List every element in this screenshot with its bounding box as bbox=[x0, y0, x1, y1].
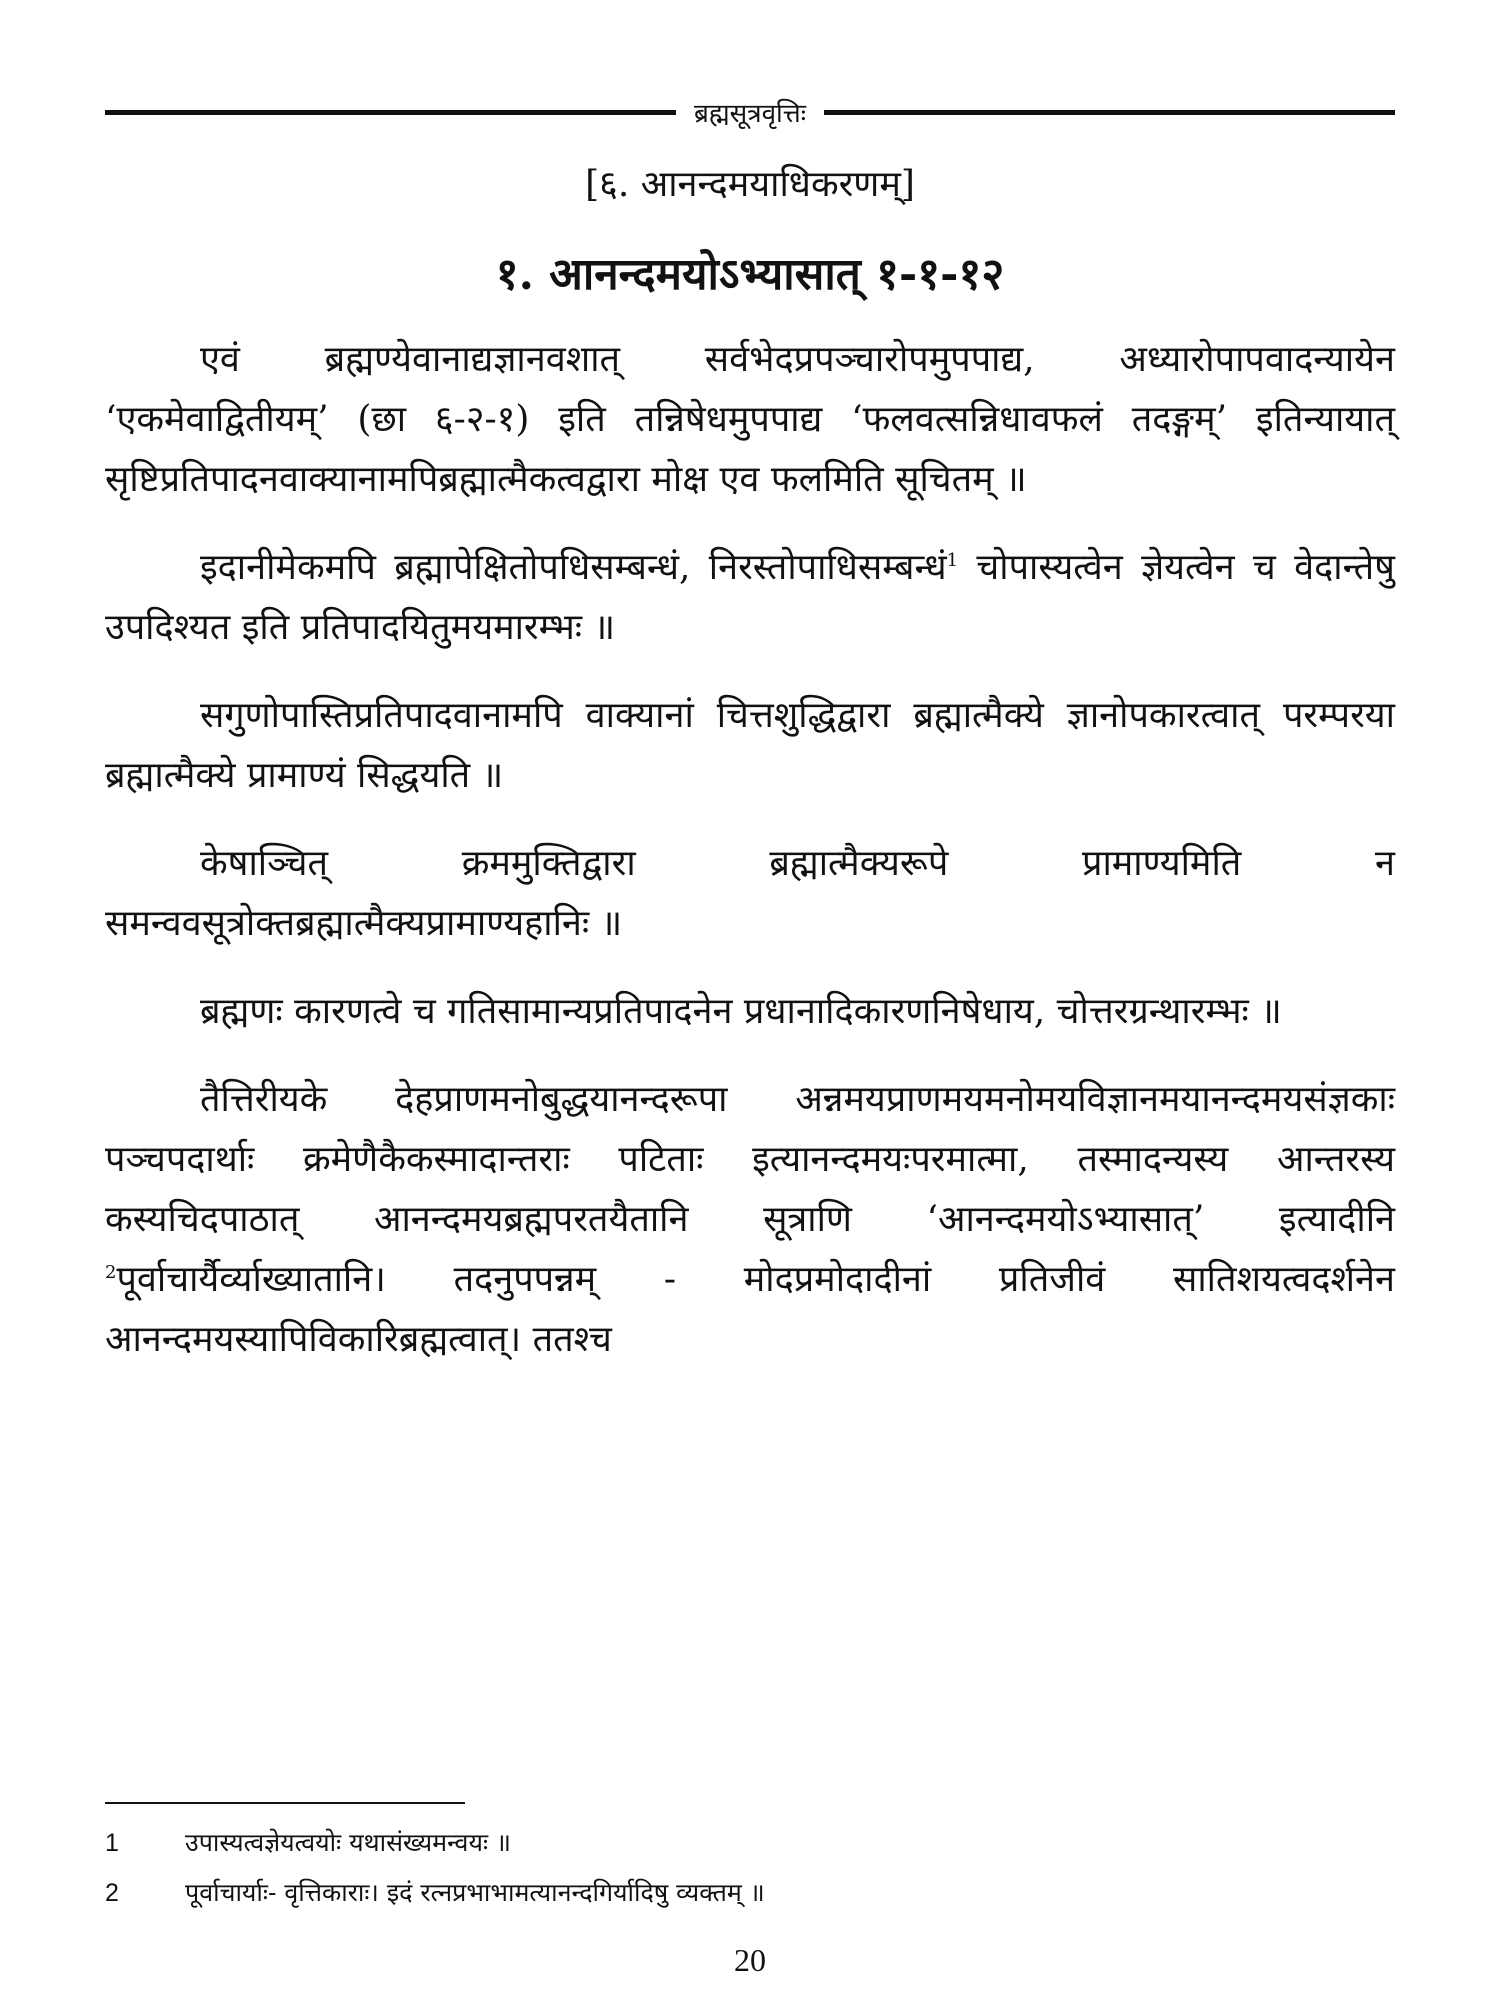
main-text bbox=[105, 330, 1395, 1398]
running-title: ब्रह्मसूत्रवृत्तिः bbox=[694, 99, 807, 129]
paragraph-3: सगुणोपास्तिप्रतिपादवानामपि वाक्यानां चित्तशुद्धिद्वारा ब्रह्मात्मैक्ये ज्ञानोपकारत्वात् परम्परया ब्रह्मात्मैक्ये प्रामाण्यं सिद्धयति ॥ bbox=[105, 695, 1395, 796]
paragraph-2-text-b: चोपास्यत्वेन ज्ञेयत्वेन च वेदान्तेषु उपदिश्यत इति प्रतिपादयितुमयमारम्भः ॥ bbox=[105, 547, 1395, 648]
footnote-text: पूर्वाचार्याः- वृत्तिकाराः। इदं रत्नप्रभाभामत्यानन्दगिर्यादिषु व्यक्तम् ॥ bbox=[185, 1878, 765, 1907]
paragraph-6-text-b: पूर्वाचार्यैर्व्याख्यातानि। तदनुपपन्नम् - मोदप्रमोदादीनां प्रतिजीवं सातिशयत्वदर्शनेन आनन्दमयस्यापिविकारिब्रह्मत्वात्। ततश्च bbox=[105, 1259, 1395, 1360]
paragraph-2-text-a: इदानीमेकमपि ब्रह्मापेक्षितोपधिसम्बन्धं, निरस्तोपाधिसम्बन्धं bbox=[200, 547, 947, 588]
footnote-ref-1: 1 bbox=[946, 550, 959, 571]
footnote-number: 2 bbox=[105, 1879, 119, 1907]
header-rule-left bbox=[105, 110, 676, 115]
footnote-text: उपास्यत्वज्ञेयत्वयोः यथासंख्यमन्वयः ॥ bbox=[185, 1828, 511, 1857]
footnote-number: 1 bbox=[105, 1829, 119, 1857]
footnote-1 bbox=[105, 1818, 1395, 1868]
paragraph-1: एवं ब्रह्मण्येवानाद्यज्ञानवशात् सर्वभेदप्रपञ्चारोपमुपपाद्य, अध्यारोपापवादन्यायेन ‘एकमेवाद्वितीयम्’ (छा ६-२-१) इति तन्निषेधमुपपाद्य ‘फलवत्सन्निधावफलं तदङ्गम्’ इतिन्यायात् सृष्टिप्रतिपादनवाक्यानामपिब्रह्मात्मैकत्वद्वारा मोक्ष एव फलमिति सूचितम् ॥ bbox=[105, 339, 1395, 500]
sutra-title: १. आनन्दमयोऽभ्यासात् १-१-१२ bbox=[495, 249, 1005, 300]
header-rule-right bbox=[824, 110, 1395, 115]
footnote-2 bbox=[105, 1868, 1395, 1918]
paragraph-2 bbox=[105, 538, 1395, 658]
paragraph-5: ब्रह्मणः कारणत्वे च गतिसामान्यप्रतिपादनेन प्रधानादिकारणनिषेधाय, चोत्तरग्रन्थारम्भः ॥ bbox=[200, 991, 1282, 1032]
running-header bbox=[105, 92, 1395, 132]
paragraph-6-text-a: तैत्तिरीयके देहप्राणमनोबुद्धयानन्दरूपा अन्नमयप्राणमयमनोमयविज्ञानमयानन्दमयसंज्ञकाः पञ्चपदार्थाः क्रमेणैकैकस्मादान्तराः पटिताः इत्यानन्दमयःपरमात्मा, तस्मादन्यस्य आन्तरस्य कस्यचिदपाठात् आनन्दमयब्रह्मपरतयैतानि सूत्राणि ‘आनन्दमयोऽभ्यासात्’ इत्यादीनि bbox=[105, 1079, 1395, 1240]
section-title: [६. आनन्दमयाधिकरणम्] bbox=[585, 164, 915, 205]
footnotes bbox=[105, 1818, 1395, 1918]
footnote-separator bbox=[105, 1802, 465, 1804]
footnote-ref-2: 2 bbox=[105, 1262, 117, 1283]
paragraph-6 bbox=[105, 1070, 1395, 1370]
page-number: 20 bbox=[734, 1942, 766, 1978]
paragraph-4: केषाञ्चित् क्रममुक्तिद्वारा ब्रह्मात्मैक्यरूपे प्रामाण्यमिति न समन्ववसूत्रोक्तब्रह्मात्मैक्यप्रामाण्यहानिः ॥ bbox=[105, 843, 1395, 944]
